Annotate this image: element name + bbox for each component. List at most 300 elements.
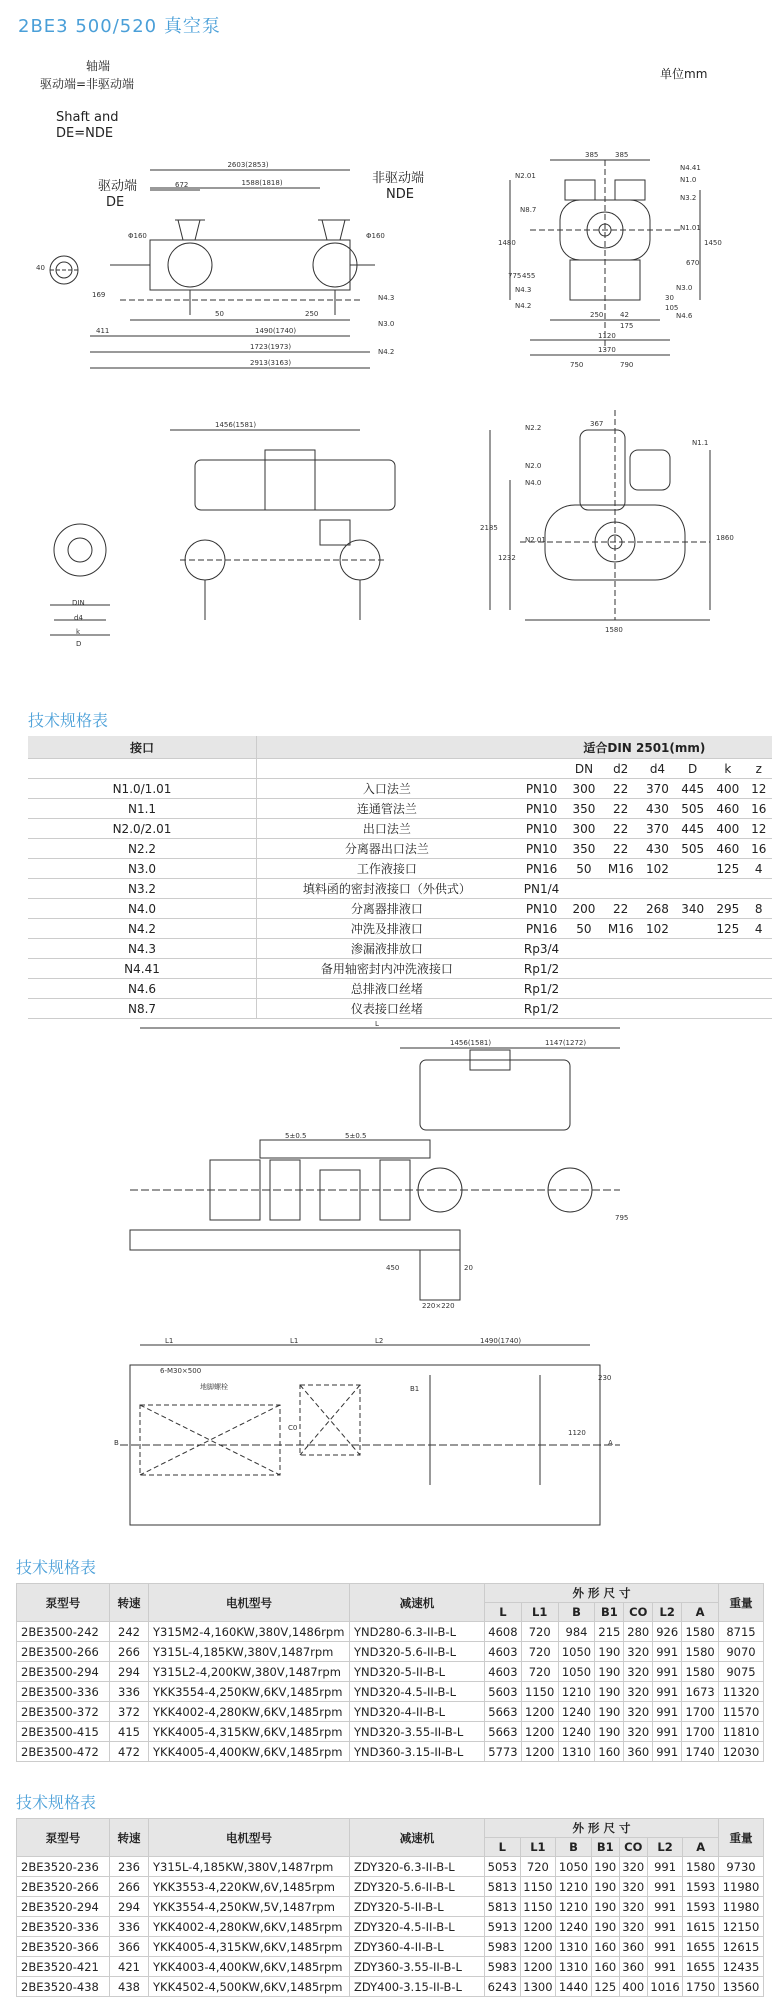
table-cell: 421 — [110, 1957, 149, 1977]
spec-cell-pn: PN1/4 — [517, 879, 567, 899]
table-cell: 991 — [653, 1662, 682, 1682]
spec-sub-k: k — [710, 759, 745, 779]
table-cell: Y315L-4,185KW,380V,1487rpm — [149, 1642, 350, 1662]
t2-sub-0: L — [485, 1838, 521, 1857]
spec-row — [28, 919, 772, 939]
t1-sub-4: CO — [624, 1603, 653, 1622]
table-cell: YND320-5.6-II-B-L — [350, 1642, 485, 1662]
spec-cell-dn: 300 — [566, 819, 601, 839]
spec-cell-pn: Rp1/2 — [517, 959, 567, 979]
spec-sub-d2: d2 — [602, 759, 640, 779]
nozzle-n42a: N4.2 — [378, 348, 395, 356]
spec-row — [28, 899, 772, 919]
dim-175: 175 — [620, 322, 634, 330]
table-cell: 160 — [591, 1937, 619, 1957]
spec-row — [28, 819, 772, 839]
t2-sub-4: CO — [619, 1838, 647, 1857]
table-cell: 1200 — [521, 1702, 558, 1722]
spec-cell-z: 12 — [745, 819, 772, 839]
spec-cell-d4 — [640, 879, 675, 899]
d-label: D — [76, 640, 82, 648]
dim-1860: 1860 — [716, 534, 734, 542]
dim-790: 790 — [620, 361, 634, 369]
table-cell: 320 — [619, 1857, 647, 1877]
table-cell: YKK3554-4,250KW,5V,1487rpm — [149, 1897, 350, 1917]
table-cell: 1200 — [520, 1957, 556, 1977]
table-cell: 991 — [647, 1937, 683, 1957]
spec-cell-d2 — [602, 879, 640, 899]
table-cell: 160 — [591, 1957, 619, 1977]
table-cell: ZDY320-5.6-II-B-L — [350, 1877, 485, 1897]
spec-cell-k — [710, 959, 745, 979]
table-cell: 400 — [619, 1977, 647, 1997]
t1-h-motor: 电机型号 — [149, 1584, 350, 1622]
spec-cell-d2 — [602, 979, 640, 999]
table-cell: 926 — [653, 1622, 682, 1642]
table-cell: 1150 — [520, 1897, 556, 1917]
spec-cell-d2: 22 — [602, 799, 640, 819]
drive-end-label: 驱动端 — [98, 179, 138, 194]
t1-sub-1: L1 — [521, 1603, 558, 1622]
dim-105: 105 — [665, 304, 679, 312]
spec-row — [28, 999, 772, 1019]
spec-cell-pn: PN10 — [517, 799, 567, 819]
dim-795: 795 — [615, 1214, 629, 1222]
table-cell: 12150 — [719, 1917, 764, 1937]
table-cell: 242 — [110, 1622, 149, 1642]
table-cell: 11810 — [719, 1722, 764, 1742]
table-cell: 190 — [591, 1877, 619, 1897]
dim-1580: 1580 — [605, 626, 623, 634]
table-cell: 366 — [110, 1937, 149, 1957]
table-cell: 991 — [653, 1702, 682, 1722]
spec-cell-pn: PN10 — [517, 779, 567, 799]
spec-cell-k: 125 — [710, 919, 745, 939]
dim-1456b: 1456(1581) — [450, 1039, 492, 1047]
table-cell: 991 — [647, 1957, 683, 1977]
spec-cell-D: 505 — [675, 839, 710, 859]
table-cell: YKK3553-4,220KW,6V,1485rpm — [149, 1877, 350, 1897]
spec-cell-pn: PN16 — [517, 919, 567, 939]
t1-h-model: 泵型号 — [17, 1584, 110, 1622]
front-view-drawing — [0, 140, 425, 380]
spec-cell-k: 400 — [710, 779, 745, 799]
spec-cell-dn: 200 — [566, 899, 601, 919]
spec-cell-D — [675, 999, 710, 1019]
dim-1120: 1120 — [598, 332, 616, 340]
pump-table-3520 — [16, 1818, 764, 1997]
spec-cell-dn: 50 — [566, 859, 601, 879]
table-cell: 1673 — [682, 1682, 719, 1702]
spec-code: N4.41 — [28, 959, 257, 979]
table-cell: ZDY400-3.15-II-B-L — [350, 1977, 485, 1997]
table-cell: 2BE3500-415 — [17, 1722, 110, 1742]
din-label: DIN — [72, 599, 85, 607]
spec-name: 入口法兰 — [257, 779, 517, 799]
t2-sub-6: A — [683, 1838, 719, 1857]
t1-sub-5: L2 — [653, 1603, 682, 1622]
dim-750: 750 — [570, 361, 584, 369]
table-cell: 2BE3520-236 — [17, 1857, 110, 1877]
table-cell: YND360-3.15-II-B-L — [350, 1742, 485, 1762]
non-drive-end-label: 非驱动端 — [372, 171, 425, 186]
spec-name: 连通管法兰 — [257, 799, 517, 819]
table-row — [17, 1857, 764, 1877]
table-cell: 6243 — [485, 1977, 521, 1997]
table-cell: 991 — [653, 1742, 682, 1762]
table-cell: 2BE3520-294 — [17, 1897, 110, 1917]
separator-side-drawing — [470, 410, 760, 640]
spec-cell-k — [710, 999, 745, 1019]
d4-label: d4 — [74, 614, 83, 622]
separator-view-drawing — [40, 420, 400, 648]
spec-cell-z: 16 — [745, 839, 772, 859]
spec-cell-z — [745, 959, 772, 979]
spec-cell-d2 — [602, 999, 640, 1019]
dim-B1: B1 — [410, 1385, 420, 1393]
table-cell: 360 — [619, 1957, 647, 1977]
dim-L1a: L1 — [165, 1337, 174, 1345]
table-row — [17, 1662, 764, 1682]
spec-cell-d4: 370 — [640, 819, 675, 839]
table-cell: YND320-3.55-II-B-L — [350, 1722, 485, 1742]
table-cell: 1593 — [683, 1877, 719, 1897]
spec-cell-D: 505 — [675, 799, 710, 819]
table-cell: 360 — [619, 1937, 647, 1957]
spec-cell-d4: 370 — [640, 779, 675, 799]
spec-cell-pn: Rp1/2 — [517, 999, 567, 1019]
table-cell: 2BE3500-472 — [17, 1742, 110, 1762]
shaft-end-label: 轴端 — [86, 59, 111, 73]
dim-775: 775 — [508, 272, 522, 280]
nozzle-n10: N1.0 — [680, 176, 697, 184]
table-cell: 472 — [110, 1742, 149, 1762]
spec-cell-d4: 268 — [640, 899, 675, 919]
table-cell: 1615 — [683, 1917, 719, 1937]
table-cell: 190 — [595, 1662, 624, 1682]
spec-sub-dn: DN — [566, 759, 601, 779]
table-cell: 1240 — [558, 1702, 595, 1722]
t2-h-dims: 外 形 尺 寸 — [485, 1819, 719, 1838]
spec-cell-k: 400 — [710, 819, 745, 839]
table-cell: 1593 — [683, 1897, 719, 1917]
spec-row — [28, 939, 772, 959]
dim-A: A — [608, 1439, 613, 1447]
table-cell: 1016 — [647, 1977, 683, 1997]
table-cell: ZDY320-6.3-II-B-L — [350, 1857, 485, 1877]
table-cell: 2BE3500-294 — [17, 1662, 110, 1682]
table-cell: 190 — [591, 1917, 619, 1937]
table-cell: 5913 — [485, 1917, 521, 1937]
nozzle-n42b: N4.2 — [515, 302, 532, 310]
table-cell: 2BE3520-266 — [17, 1877, 110, 1897]
dim-L2: L2 — [375, 1337, 384, 1345]
t1-sub-0: L — [485, 1603, 522, 1622]
page-title: 2BE3 500/520 真空泵 — [18, 16, 221, 37]
dim-169: 169 — [92, 291, 106, 299]
table-cell: 11980 — [719, 1877, 764, 1897]
spec-cell-dn — [566, 939, 601, 959]
spec-cell-dn: 300 — [566, 779, 601, 799]
table-cell: 190 — [595, 1722, 624, 1742]
table-cell: 372 — [110, 1702, 149, 1722]
spec-cell-dn: 50 — [566, 919, 601, 939]
table-row — [17, 1682, 764, 1702]
spec-cell-D: 445 — [675, 779, 710, 799]
spec-name: 备用轴密封内冲洗液接口 — [257, 959, 517, 979]
spec-row — [28, 839, 772, 859]
spec-cell-z: 4 — [745, 859, 772, 879]
table-cell: 1240 — [556, 1917, 592, 1937]
table-cell: 438 — [110, 1977, 149, 1997]
table-cell: ZDY360-4-II-B-L — [350, 1937, 485, 1957]
spec-code: N3.0 — [28, 859, 257, 879]
spec-cell-z: 8 — [745, 899, 772, 919]
dim-1490b: 1490(1740) — [480, 1337, 522, 1345]
dim-2913: 2913(3163) — [250, 359, 292, 367]
table-cell: 720 — [521, 1622, 558, 1642]
dim-42: 42 — [620, 311, 629, 319]
table-cell: 190 — [595, 1642, 624, 1662]
table-row — [17, 1877, 764, 1897]
table-cell: 991 — [647, 1897, 683, 1917]
t2-sub-3: B1 — [591, 1838, 619, 1857]
table-cell: YND280-6.3-II-B-L — [350, 1622, 485, 1642]
table-cell: 1580 — [682, 1662, 719, 1682]
spec-cell-d4: 430 — [640, 839, 675, 859]
table-cell: Y315L2-4,200KW,380V,1487rpm — [149, 1662, 350, 1682]
nozzle-n441: N4.41 — [680, 164, 701, 172]
spec-cell-d2 — [602, 939, 640, 959]
dim-1456: 1456(1581) — [215, 421, 257, 429]
table-cell: Y315M2-4,160KW,380V,1486rpm — [149, 1622, 350, 1642]
t2-h-reducer: 减速机 — [350, 1819, 485, 1857]
spec-cell-dn — [566, 959, 601, 979]
spec-heading: 技术规格表 — [28, 711, 109, 730]
side-view-drawing — [470, 150, 760, 390]
dim-2185: 2185 — [480, 524, 498, 532]
spec-cell-z: 4 — [745, 919, 772, 939]
dim-1588: 1588(1818) — [241, 179, 283, 187]
spec-cell-d2: 22 — [602, 899, 640, 919]
nozzle-n201b: N2.01 — [525, 536, 546, 544]
spec-cell-dn: 350 — [566, 799, 601, 819]
table-cell: YKK3554-4,250KW,6KV,1485rpm — [149, 1682, 350, 1702]
table-cell: 336 — [110, 1917, 149, 1937]
spec-cell-d2: 22 — [602, 819, 640, 839]
table-cell: 1700 — [682, 1722, 719, 1742]
table-cell: 190 — [591, 1857, 619, 1877]
table-cell: 991 — [647, 1917, 683, 1937]
table-cell: 336 — [110, 1682, 149, 1702]
spec-code: N4.3 — [28, 939, 257, 959]
table-cell: 2BE3500-266 — [17, 1642, 110, 1662]
spec-cell-k — [710, 979, 745, 999]
table-cell: 1050 — [558, 1642, 595, 1662]
spec-name: 出口法兰 — [257, 819, 517, 839]
spec-cell-dn — [566, 979, 601, 999]
dim-1232: 1232 — [498, 554, 516, 562]
table-cell: 1310 — [558, 1742, 595, 1762]
nozzle-n201: N2.01 — [515, 172, 536, 180]
table-cell: 1700 — [682, 1702, 719, 1722]
table-cell: YND320-4-II-B-L — [350, 1702, 485, 1722]
spec-cell-D — [675, 879, 710, 899]
spec-cell-dn — [566, 999, 601, 1019]
table-cell: 8715 — [719, 1622, 764, 1642]
dim-B: B — [114, 1439, 119, 1447]
table-cell: YKK4005-4,315KW,6KV,1485rpm — [149, 1722, 350, 1742]
spec-name: 冲洗及排液口 — [257, 919, 517, 939]
table-cell: 1150 — [520, 1877, 556, 1897]
bolts-label: 6-M30×500 — [160, 1367, 202, 1375]
table-cell: YND320-4.5-II-B-L — [350, 1682, 485, 1702]
dim-50: 50 — [215, 310, 224, 318]
spec-name: 仪表接口丝堵 — [257, 999, 517, 1019]
table-cell: 4608 — [485, 1622, 522, 1642]
t1-h-speed: 转速 — [110, 1584, 149, 1622]
table-cell: 4603 — [485, 1662, 522, 1682]
table-cell: YKK4003-4,400KW,6KV,1485rpm — [149, 1957, 350, 1977]
dim-1370: 1370 — [598, 346, 616, 354]
table-cell: 236 — [110, 1857, 149, 1877]
assembly-elevation-drawing — [100, 1020, 660, 1310]
table-cell: 1150 — [521, 1682, 558, 1702]
table-cell: 320 — [619, 1897, 647, 1917]
table-cell: 294 — [110, 1897, 149, 1917]
table-cell: 1580 — [682, 1642, 719, 1662]
table-cell: 5813 — [485, 1877, 521, 1897]
spec-row — [28, 959, 772, 979]
spec-code: N3.2 — [28, 879, 257, 899]
table-cell: 1750 — [683, 1977, 719, 1997]
spec-cell-d4 — [640, 979, 675, 999]
spec-cell-k: 295 — [710, 899, 745, 919]
dim-455: 455 — [522, 272, 536, 280]
nde-label: NDE — [386, 187, 414, 202]
table-cell: 190 — [595, 1682, 624, 1702]
spec-cell-k — [710, 879, 745, 899]
spec-cell-D — [675, 979, 710, 999]
dim-1723: 1723(1973) — [250, 343, 292, 351]
table-row — [17, 1897, 764, 1917]
table-cell: 991 — [653, 1682, 682, 1702]
table-cell: 2BE3520-366 — [17, 1937, 110, 1957]
table-row — [17, 1622, 764, 1642]
spec-cell-d4: 430 — [640, 799, 675, 819]
table-cell: YKK4502-4,500KW,6KV,1485rpm — [149, 1977, 350, 1997]
unit-label: 单位mm — [660, 67, 708, 81]
t2-sub-1: L1 — [520, 1838, 556, 1857]
spec-sub-z: z — [745, 759, 772, 779]
table-cell: 1200 — [520, 1937, 556, 1957]
nozzle-n40: N4.0 — [525, 479, 542, 487]
table-cell: 215 — [595, 1622, 624, 1642]
spec-cell-d2: M16 — [602, 859, 640, 879]
dim-5b: 5±0.5 — [345, 1132, 367, 1140]
dim-230: 230 — [598, 1374, 612, 1382]
spec-cell-dn: 350 — [566, 839, 601, 859]
spec-name: 分离器出口法兰 — [257, 839, 517, 859]
spec-cell-d4: 102 — [640, 859, 675, 879]
dim-1490: 1490(1740) — [255, 327, 297, 335]
table-cell: 11980 — [719, 1897, 764, 1917]
spec-cell-k: 125 — [710, 859, 745, 879]
table-cell: 2BE3520-421 — [17, 1957, 110, 1977]
spec-row — [28, 779, 772, 799]
spec-row — [28, 799, 772, 819]
table-cell: 320 — [619, 1877, 647, 1897]
spec-name: 分离器排液口 — [257, 899, 517, 919]
t1-h-dims: 外 形 尺 寸 — [485, 1584, 719, 1603]
table1-heading: 技术规格表 — [16, 1558, 97, 1577]
table-cell: ZDY320-5-II-B-L — [350, 1897, 485, 1917]
dim-1147: 1147(1272) — [545, 1039, 587, 1047]
table-cell: 190 — [595, 1702, 624, 1722]
table-cell: 5053 — [485, 1857, 521, 1877]
spec-cell-D — [675, 859, 710, 879]
t1-h-reducer: 减速机 — [350, 1584, 485, 1622]
table-cell: 320 — [619, 1917, 647, 1937]
spec-col-interface: 接口 — [28, 736, 257, 759]
dim-220: 220×220 — [422, 1302, 455, 1310]
spec-cell-d2: 22 — [602, 779, 640, 799]
dim-L1b: L1 — [290, 1337, 299, 1345]
t1-sub-6: A — [682, 1603, 719, 1622]
nozzle-n11: N1.1 — [692, 439, 709, 447]
spec-cell-z: 12 — [745, 779, 772, 799]
table-cell: 2BE3500-242 — [17, 1622, 110, 1642]
table-cell: 9075 — [719, 1662, 764, 1682]
table-cell: ZDY320-4.5-II-B-L — [350, 1917, 485, 1937]
t2-sub-2: B — [556, 1838, 592, 1857]
table-cell: 1210 — [558, 1682, 595, 1702]
spec-cell-z — [745, 979, 772, 999]
table-cell: 1655 — [683, 1957, 719, 1977]
table-cell: 1200 — [520, 1917, 556, 1937]
spec-col-din: 适合DIN 2501(mm) — [517, 736, 772, 759]
table-cell: 1580 — [683, 1857, 719, 1877]
spec-cell-D — [675, 919, 710, 939]
spec-cell-k — [710, 939, 745, 959]
table-cell: YKK4005-4,400KW,6KV,1485rpm — [149, 1742, 350, 1762]
table-cell: 12030 — [719, 1742, 764, 1762]
spec-cell-pn: PN10 — [517, 819, 567, 839]
table-cell: 1740 — [682, 1742, 719, 1762]
table-cell: 320 — [624, 1682, 653, 1702]
table-cell: 1050 — [556, 1857, 592, 1877]
table-cell: 190 — [591, 1897, 619, 1917]
drive-eq-label: 驱动端=非驱动端 — [40, 77, 135, 91]
table-row — [17, 1937, 764, 1957]
table-cell: 1240 — [558, 1722, 595, 1742]
t2-h-motor: 电机型号 — [149, 1819, 350, 1857]
dim-385a: 385 — [585, 151, 599, 159]
table-row — [17, 1977, 764, 1997]
table-cell: 320 — [624, 1722, 653, 1742]
dim-672: 672 — [175, 181, 189, 189]
table-row — [17, 1957, 764, 1977]
table-cell: 984 — [558, 1622, 595, 1642]
spec-cell-pn: Rp1/2 — [517, 979, 567, 999]
table-cell: 5773 — [485, 1742, 522, 1762]
spec-name: 工作液接口 — [257, 859, 517, 879]
dim-367: 367 — [590, 420, 604, 428]
spec-cell-D: 340 — [675, 899, 710, 919]
spec-cell-z — [745, 879, 772, 899]
spec-cell-D — [675, 959, 710, 979]
spec-row — [28, 879, 772, 899]
